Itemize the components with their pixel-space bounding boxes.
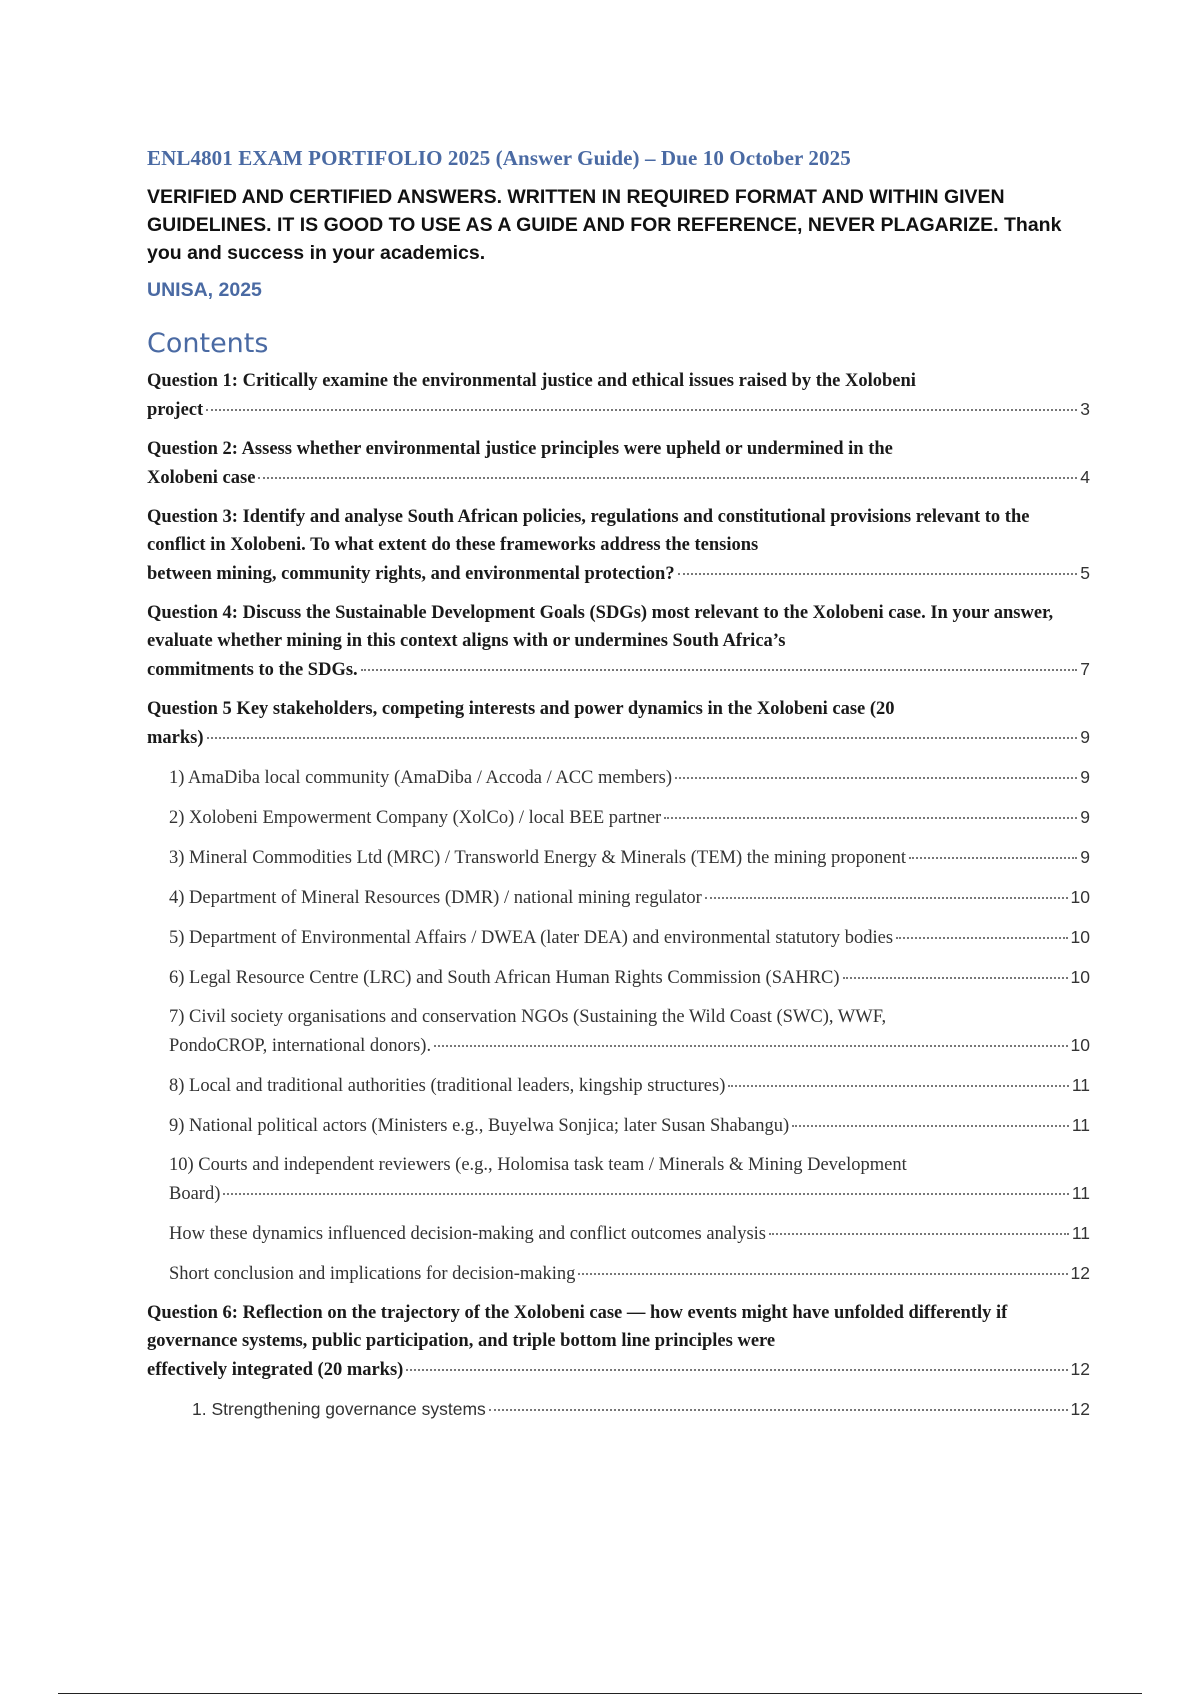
toc-page-number: 10 — [1070, 927, 1090, 947]
toc-entry-stakeholder-7[interactable] — [147, 1003, 1090, 1060]
toc-link[interactable] — [147, 503, 1090, 588]
dot-leader — [223, 1192, 1068, 1195]
toc-entry-dynamics-analysis[interactable] — [147, 1219, 1090, 1248]
toc-page-number: 11 — [1071, 1075, 1090, 1095]
toc-entry-text: Question 6: Reflection on the trajectory of the Xolobeni case — how events might have unfolded differently if governance systems, public participation, and triple bottom line principles were — [147, 1303, 1012, 1351]
toc-entry-text-end: Board) — [169, 1184, 221, 1204]
toc-entry-text: 3) Mineral Commodities Ltd (MRC) / Transworld Energy & Minerals (TEM) the mining proponent — [169, 848, 907, 868]
dot-leader — [678, 572, 1078, 575]
toc-link[interactable] — [169, 1003, 1090, 1060]
toc-entry-text: 10) Courts and independent reviewers (e.g., Holomisa task team / Minerals & Mining Development — [169, 1155, 907, 1175]
toc-link[interactable] — [147, 435, 1090, 492]
dot-leader — [843, 976, 1068, 979]
toc-link[interactable] — [169, 803, 1090, 832]
toc-entry-text-end: effectively integrated (20 marks) — [147, 1360, 404, 1380]
toc-entry-short-conclusion[interactable] — [147, 1259, 1090, 1288]
toc-link[interactable] — [169, 1071, 1090, 1100]
toc-link[interactable] — [169, 963, 1090, 992]
toc-page-number: 10 — [1070, 967, 1090, 987]
toc-entry-stakeholder-10[interactable] — [147, 1151, 1090, 1208]
toc-entry-stakeholder-4[interactable] — [147, 883, 1090, 912]
toc-entry-text-end: commitments to the SDGs. — [147, 660, 358, 680]
toc-entry-text: Question 1: Critically examine the environmental justice and ethical issues raised by the Xolobeni — [147, 371, 916, 391]
dot-leader — [675, 776, 1077, 779]
toc-entry-text-end: marks) — [147, 728, 204, 748]
toc-page-number: 9 — [1080, 847, 1090, 867]
toc-link[interactable] — [147, 695, 1090, 752]
toc-page-number: 4 — [1080, 467, 1090, 487]
toc-link[interactable] — [192, 1395, 1090, 1423]
toc-entry-text: 7) Civil society organisations and conservation NGOs (Sustaining the Wild Coast (SWC), WWF, — [169, 1007, 887, 1027]
toc-entry-text-end: Xolobeni case — [147, 468, 256, 488]
dot-leader — [434, 1044, 1067, 1047]
dot-leader — [361, 668, 1078, 671]
toc-entry-text: 5) Department of Environmental Affairs / DWEA (later DEA) and environmental statutory bodies — [169, 928, 894, 948]
disclaimer-notice: VERIFIED AND CERTIFIED ANSWERS. WRITTEN IN REQUIRED FORMAT AND WITHIN GIVEN GUIDELINES. IT IS GOOD TO USE AS A GUIDE AND FOR REFERENCE, NEVER PLAGARIZE. Thank you and success in your academics. — [147, 186, 1062, 264]
toc-entry-text: Question 4: Discuss the Sustainable Development Goals (SDGs) most relevant to the Xolobeni case. In your answer, evaluate whether mining in this context aligns with or undermines South Africa’s — [147, 603, 1058, 651]
toc-link[interactable] — [147, 1299, 1090, 1384]
toc-entry-stakeholder-5[interactable] — [147, 923, 1090, 952]
toc-page-number: 9 — [1080, 807, 1090, 827]
toc-entry-text: 8) Local and traditional authorities (traditional leaders, kingship structures) — [169, 1076, 726, 1096]
dot-leader — [909, 856, 1077, 859]
toc-entry-text: 1. Strengthening governance systems — [192, 1399, 486, 1419]
toc-link[interactable] — [169, 1259, 1090, 1288]
toc-entry-question-4[interactable] — [147, 599, 1090, 684]
toc-entry-stakeholder-1[interactable] — [147, 763, 1090, 792]
toc-page-number: 12 — [1070, 1399, 1090, 1419]
toc-page-number: 11 — [1071, 1115, 1090, 1135]
dot-leader — [206, 408, 1077, 411]
dot-leader — [792, 1124, 1069, 1127]
toc-link[interactable] — [169, 883, 1090, 912]
dot-leader — [728, 1084, 1068, 1087]
toc-entry-stakeholder-8[interactable] — [147, 1071, 1090, 1100]
dot-leader — [664, 816, 1077, 819]
toc-entry-stakeholder-6[interactable] — [147, 963, 1090, 992]
toc-entry-text-end: between mining, community rights, and environmental protection? — [147, 564, 675, 584]
toc-entry-text: Question 5 Key stakeholders, competing interests and power dynamics in the Xolobeni case (20 — [147, 699, 895, 719]
toc-link[interactable] — [169, 1219, 1090, 1248]
dot-leader — [578, 1272, 1067, 1275]
toc-entry-text: Short conclusion and implications for decision-making — [169, 1264, 576, 1284]
dot-leader — [489, 1408, 1068, 1411]
toc-page-number: 12 — [1070, 1263, 1090, 1283]
table-of-contents — [147, 367, 1090, 1423]
dot-leader — [896, 936, 1067, 939]
toc-entry-text: How these dynamics influenced decision-making and conflict outcomes analysis — [169, 1224, 766, 1244]
footer-rule — [58, 1693, 1142, 1694]
dot-leader — [207, 736, 1078, 739]
toc-link[interactable] — [147, 367, 1090, 424]
document-page — [147, 146, 1090, 1434]
toc-entry-text: 9) National political actors (Ministers e.g., Buyelwa Sonjica; later Susan Shabangu) — [169, 1116, 790, 1136]
toc-page-number: 7 — [1080, 659, 1090, 679]
dot-leader — [769, 1232, 1069, 1235]
toc-entry-text-end: project — [147, 400, 204, 420]
toc-entry-text: Question 2: Assess whether environmental justice principles were upheld or undermined in the — [147, 439, 893, 459]
dot-leader — [705, 896, 1068, 899]
toc-page-number: 11 — [1071, 1183, 1090, 1203]
toc-link[interactable] — [169, 763, 1090, 792]
toc-page-number: 11 — [1071, 1223, 1090, 1243]
toc-entry-text: 6) Legal Resource Centre (LRC) and South African Human Rights Commission (SAHRC) — [169, 968, 840, 988]
toc-entry-question-3[interactable] — [147, 503, 1090, 588]
toc-entry-question-6[interactable] — [147, 1299, 1090, 1384]
toc-link[interactable] — [147, 599, 1090, 684]
toc-entry-text: 1) AmaDiba local community (AmaDiba / Accoda / ACC members) — [169, 768, 672, 788]
toc-page-number: 9 — [1080, 727, 1090, 747]
toc-page-number: 5 — [1080, 563, 1090, 583]
toc-entry-text: 4) Department of Mineral Resources (DMR) / national mining regulator — [169, 888, 702, 908]
toc-page-number: 3 — [1080, 399, 1090, 419]
toc-entry-question-2[interactable] — [147, 435, 1090, 492]
toc-link[interactable] — [169, 1151, 1090, 1208]
toc-entry-text: Question 3: Identify and analyse South African policies, regulations and constitutional provisions relevant to the conflict in Xolobeni. To what extent do these frameworks address the tensions — [147, 507, 1035, 555]
toc-entry-stakeholder-2[interactable] — [147, 803, 1090, 832]
document-title: ENL4801 EXAM PORTIFOLIO 2025 (Answer Guide) – Due 10 October 2025 — [147, 146, 851, 170]
toc-link[interactable] — [169, 1111, 1090, 1140]
organization-label: UNISA, 2025 — [147, 279, 262, 301]
toc-page-number: 10 — [1070, 887, 1090, 907]
toc-entry-question-5[interactable] — [147, 695, 1090, 752]
toc-link[interactable] — [169, 843, 1090, 872]
toc-entry-text: 2) Xolobeni Empowerment Company (XolCo) / local BEE partner — [169, 808, 662, 828]
toc-page-number: 9 — [1080, 767, 1090, 787]
toc-link[interactable] — [169, 923, 1090, 952]
toc-page-number: 10 — [1070, 1035, 1090, 1055]
toc-entry-stakeholder-9[interactable] — [147, 1111, 1090, 1140]
toc-entry-text-end: PondoCROP, international donors). — [169, 1036, 432, 1056]
toc-page-number: 12 — [1070, 1359, 1090, 1379]
toc-entry-governance-systems[interactable] — [147, 1395, 1090, 1423]
toc-heading: Contents — [147, 328, 269, 359]
toc-entry-question-1[interactable] — [147, 367, 1090, 424]
dot-leader — [406, 1368, 1067, 1371]
toc-entry-stakeholder-3[interactable] — [147, 843, 1090, 872]
dot-leader — [258, 476, 1077, 479]
